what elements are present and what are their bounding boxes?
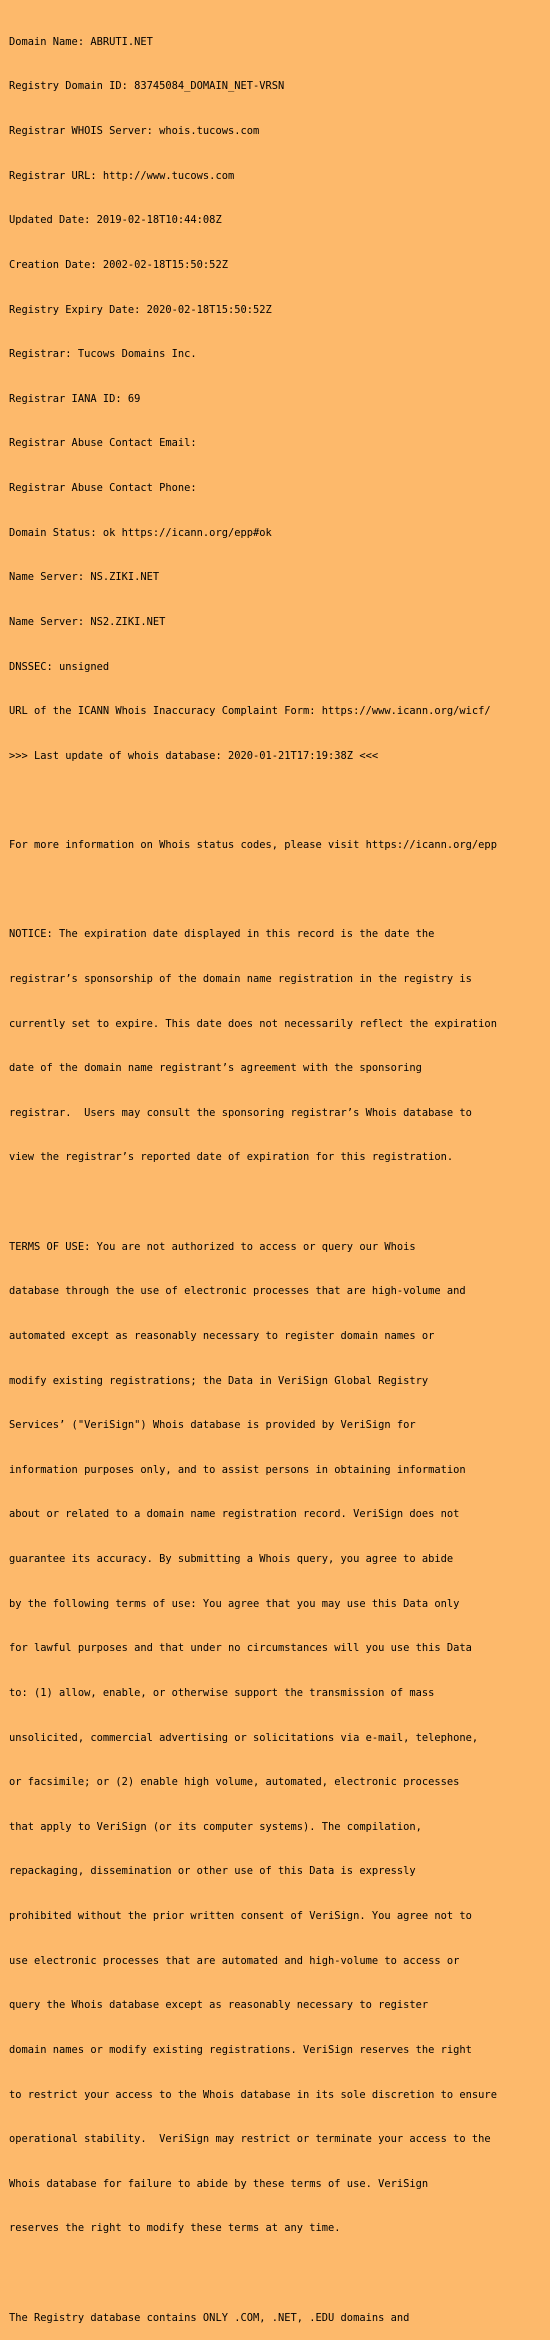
whois-line-creation-date: Creation Date: 2002-02-18T15:50:52Z	[9, 258, 228, 271]
terms-paragraph-line: reserves the right to modify these terms at any time.	[9, 2222, 341, 2235]
whois-line-domain-status: Domain Status: ok https://icann.org/epp#ok	[9, 526, 272, 539]
whois-line-name-server: Name Server: NS.ZIKI.NET	[9, 571, 160, 584]
whois-line-dnssec: DNSSEC: unsigned	[9, 660, 110, 673]
notice-paragraph-line: registrar. Users may consult the sponsoring registrar’s Whois database to	[9, 1106, 472, 1119]
whois-line-updated-date: Updated Date: 2019-02-18T10:44:08Z	[9, 214, 222, 227]
terms-paragraph-line: to restrict your access to the Whois database in its sole discretion to ensure	[9, 2088, 497, 2101]
whois-line-registrar-url: Registrar URL: http://www.tucows.com	[9, 169, 235, 182]
notice-paragraph-line: date of the domain name registrant’s agreement with the sponsoring	[9, 1062, 422, 1075]
notice-paragraph-line: currently set to expire. This date does not necessarily reflect the expiration	[9, 1017, 497, 1030]
terms-paragraph-line: by the following terms of use: You agree that you may use this Data only	[9, 1597, 460, 1610]
terms-paragraph-line: that apply to VeriSign (or its computer systems). The compilation,	[9, 1820, 422, 1833]
registry-database-note: The Registry database contains ONLY .COM, .NET, .EDU domains and	[9, 2311, 410, 2324]
whois-line-icann-complaint-url: URL of the ICANN Whois Inaccuracy Complaint Form: https://www.icann.org/wicf/	[9, 705, 491, 718]
terms-paragraph-line: Whois database for failure to abide by these terms of use. VeriSign	[9, 2177, 429, 2190]
whois-line-registry-expiry-date: Registry Expiry Date: 2020-02-18T15:50:52Z	[9, 303, 272, 316]
terms-paragraph-line: Services’ ("VeriSign") Whois database is provided by VeriSign for	[9, 1419, 416, 1432]
blank-line	[9, 883, 547, 898]
whois-line-registrar-iana-id: Registrar IANA ID: 69	[9, 392, 141, 405]
terms-paragraph-line: prohibited without the prior written consent of VeriSign. You agree not to	[9, 1910, 472, 1922]
terms-paragraph-line: information purposes only, and to assist persons in obtaining information	[9, 1463, 466, 1476]
whois-record-text	[9, 5, 547, 2340]
terms-paragraph-line: about or related to a domain name registration record. VeriSign does not	[9, 1508, 460, 1521]
terms-paragraph-line: automated except as reasonably necessary to register domain names or	[9, 1329, 435, 1342]
whois-line-last-update: >>> Last update of whois database: 2020-01-21T17:19:38Z <<<	[9, 749, 379, 762]
terms-paragraph-line: guarantee its accuracy. By submitting a Whois query, you agree to abide	[9, 1553, 454, 1565]
terms-paragraph-line: TERMS OF USE: You are not authorized to access or query our Whois	[9, 1240, 416, 1253]
blank-line	[9, 1195, 547, 1210]
terms-paragraph-line: repackaging, dissemination or other use of this Data is expressly	[9, 1865, 416, 1878]
terms-paragraph-line: database through the use of electronic processes that are high-volume and	[9, 1285, 466, 1298]
whois-line-registrar: Registrar: Tucows Domains Inc.	[9, 348, 197, 361]
terms-paragraph-line: to: (1) allow, enable, or otherwise support the transmission of mass	[9, 1686, 435, 1699]
whois-line-registrar-whois-server: Registrar WHOIS Server: whois.tucows.com	[9, 125, 260, 137]
notice-paragraph-line: registrar’s sponsorship of the domain name registration in the registry is	[9, 972, 472, 985]
whois-line-abuse-phone: Registrar Abuse Contact Phone:	[9, 482, 197, 494]
whois-line-registry-domain-id: Registry Domain ID: 83745084_DOMAIN_NET-VRSN	[9, 80, 285, 93]
notice-paragraph-line: view the registrar’s reported date of expiration for this registration.	[9, 1151, 454, 1164]
terms-paragraph-line: operational stability. VeriSign may restrict or terminate your access to the	[9, 2133, 491, 2146]
terms-paragraph-line: modify existing registrations; the Data in VeriSign Global Registry	[9, 1374, 429, 1387]
blank-line	[9, 793, 547, 808]
terms-paragraph-line: for lawful purposes and that under no circumstances will you use this Data	[9, 1642, 472, 1655]
terms-paragraph-line: unsolicited, commercial advertising or solicitations via e-mail, telephone,	[9, 1731, 479, 1744]
terms-paragraph-line: use electronic processes that are automated and high-volume to access or	[9, 1954, 460, 1967]
terms-paragraph-line: query the Whois database except as reasonably necessary to register	[9, 1999, 429, 2012]
terms-paragraph-line: or facsimile; or (2) enable high volume, automated, electronic processes	[9, 1776, 460, 1789]
whois-line-abuse-email: Registrar Abuse Contact Email:	[9, 437, 197, 450]
terms-paragraph-line: domain names or modify existing registrations. VeriSign reserves the right	[9, 2043, 472, 2056]
whois-line-domain-name: Domain Name: ABRUTI.NET	[9, 35, 153, 48]
status-codes-info: For more information on Whois status codes, please visit https://icann.org/epp	[9, 839, 497, 851]
whois-line-name-server: Name Server: NS2.ZIKI.NET	[9, 615, 166, 628]
blank-line	[9, 2266, 547, 2281]
notice-paragraph-line: NOTICE: The expiration date displayed in this record is the date the	[9, 928, 435, 941]
